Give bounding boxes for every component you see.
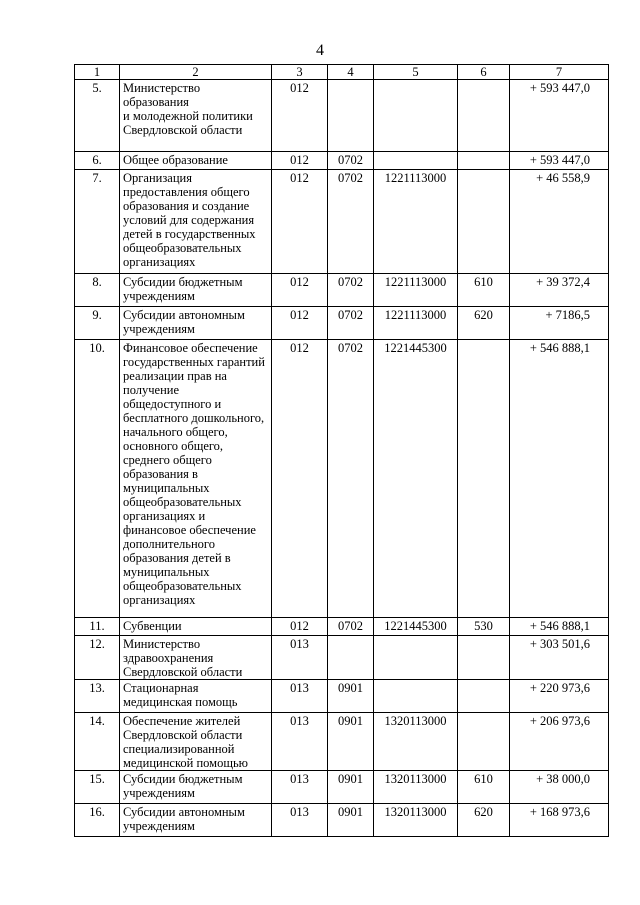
amount-cell: + 38 000,0	[510, 771, 609, 804]
section-code-cell: 0702	[328, 274, 374, 307]
column-header-6: 6	[458, 65, 510, 80]
admin-code-cell: 012	[272, 80, 328, 152]
description-cell: Обеспечение жителей Свердловской области специализированной медицинской помощью	[120, 713, 272, 771]
target-code-cell: 1320113000	[374, 713, 458, 771]
expense-type-cell	[458, 713, 510, 771]
expense-type-cell	[458, 152, 510, 170]
table-row	[75, 170, 609, 274]
amount-cell: + 593 447,0	[510, 152, 609, 170]
row-number-cell: 9.	[75, 307, 120, 340]
section-code-cell: 0702	[328, 170, 374, 274]
admin-code-cell: 012	[272, 152, 328, 170]
column-header-5: 5	[374, 65, 458, 80]
description-cell: Финансовое обеспечение государственных гарантий реализации прав на получение общедоступного и бесплатного дошкольного, начального общего, основного общего, среднего общего образования в муниципальных общеобразовательных организациях и финансовое обеспечение дополнительного образования детей в муниципальных общеобразовательных организациях	[120, 340, 272, 618]
expense-type-cell	[458, 680, 510, 713]
table-row	[75, 771, 609, 804]
column-header-1: 1	[75, 65, 120, 80]
admin-code-cell: 012	[272, 170, 328, 274]
amount-cell: + 303 501,6	[510, 636, 609, 680]
table-row	[75, 713, 609, 771]
admin-code-cell: 013	[272, 804, 328, 837]
expense-type-cell	[458, 636, 510, 680]
expense-type-cell: 610	[458, 771, 510, 804]
table-row	[75, 307, 609, 340]
section-code-cell: 0901	[328, 713, 374, 771]
amount-cell: + 46 558,9	[510, 170, 609, 274]
target-code-cell: 1320113000	[374, 771, 458, 804]
column-header-3: 3	[272, 65, 328, 80]
section-code-cell: 0702	[328, 307, 374, 340]
description-cell: Субсидии автономным учреждениям	[120, 307, 272, 340]
expense-type-cell	[458, 340, 510, 618]
column-header-7: 7	[510, 65, 609, 80]
row-number-cell: 12.	[75, 636, 120, 680]
column-header-4: 4	[328, 65, 374, 80]
row-number-cell: 5.	[75, 80, 120, 152]
target-code-cell: 1221113000	[374, 170, 458, 274]
amount-cell: + 206 973,6	[510, 713, 609, 771]
amount-cell: + 7186,5	[510, 307, 609, 340]
description-cell: Субвенции	[120, 618, 272, 636]
section-code-cell: 0901	[328, 804, 374, 837]
description-cell: Субсидии бюджетным учреждениям	[120, 274, 272, 307]
table-row	[75, 618, 609, 636]
description-cell: Организация предоставления общего образования и создание условий для содержания детей в государственных общеобразовательных организациях	[120, 170, 272, 274]
target-code-cell	[374, 680, 458, 713]
amount-cell: + 220 973,6	[510, 680, 609, 713]
row-number-cell: 8.	[75, 274, 120, 307]
header-row	[75, 65, 609, 80]
target-code-cell	[374, 80, 458, 152]
section-code-cell: 0901	[328, 771, 374, 804]
table-row	[75, 340, 609, 618]
expense-type-cell: 620	[458, 804, 510, 837]
expense-type-cell: 610	[458, 274, 510, 307]
row-number-cell: 7.	[75, 170, 120, 274]
row-number-cell: 15.	[75, 771, 120, 804]
admin-code-cell: 012	[272, 307, 328, 340]
description-cell: Министерство образования и молодежной политики Свердловской области	[120, 80, 272, 152]
row-number-cell: 11.	[75, 618, 120, 636]
target-code-cell: 1221113000	[374, 274, 458, 307]
target-code-cell: 1320113000	[374, 804, 458, 837]
expense-type-cell: 620	[458, 307, 510, 340]
column-header-2: 2	[120, 65, 272, 80]
admin-code-cell: 013	[272, 680, 328, 713]
description-cell: Стационарная медицинская помощь	[120, 680, 272, 713]
table-row	[75, 680, 609, 713]
target-code-cell	[374, 636, 458, 680]
target-code-cell: 1221445300	[374, 618, 458, 636]
target-code-cell: 1221445300	[374, 340, 458, 618]
section-code-cell: 0702	[328, 340, 374, 618]
section-code-cell	[328, 636, 374, 680]
description-cell: Общее образование	[120, 152, 272, 170]
description-cell: Субсидии автономным учреждениям	[120, 804, 272, 837]
table-row	[75, 80, 609, 152]
expense-type-cell: 530	[458, 618, 510, 636]
admin-code-cell: 012	[272, 340, 328, 618]
admin-code-cell: 013	[272, 636, 328, 680]
section-code-cell: 0901	[328, 680, 374, 713]
target-code-cell	[374, 152, 458, 170]
section-code-cell	[328, 80, 374, 152]
row-number-cell: 6.	[75, 152, 120, 170]
admin-code-cell: 012	[272, 274, 328, 307]
table-row	[75, 274, 609, 307]
page-number: 4	[316, 42, 324, 59]
section-code-cell: 0702	[328, 152, 374, 170]
table-row	[75, 152, 609, 170]
row-number-cell: 16.	[75, 804, 120, 837]
description-cell: Министерство здравоохранения Свердловской области	[120, 636, 272, 680]
table-row	[75, 804, 609, 837]
table-row	[75, 636, 609, 680]
amount-cell: + 546 888,1	[510, 340, 609, 618]
section-code-cell: 0702	[328, 618, 374, 636]
amount-cell: + 168 973,6	[510, 804, 609, 837]
admin-code-cell: 012	[272, 618, 328, 636]
row-number-cell: 10.	[75, 340, 120, 618]
target-code-cell: 1221113000	[374, 307, 458, 340]
amount-cell: + 546 888,1	[510, 618, 609, 636]
admin-code-cell: 013	[272, 771, 328, 804]
expense-type-cell	[458, 170, 510, 274]
admin-code-cell: 013	[272, 713, 328, 771]
budget-table	[74, 64, 609, 837]
description-cell: Субсидии бюджетным учреждениям	[120, 771, 272, 804]
amount-cell: + 593 447,0	[510, 80, 609, 152]
amount-cell: + 39 372,4	[510, 274, 609, 307]
row-number-cell: 13.	[75, 680, 120, 713]
row-number-cell: 14.	[75, 713, 120, 771]
expense-type-cell	[458, 80, 510, 152]
